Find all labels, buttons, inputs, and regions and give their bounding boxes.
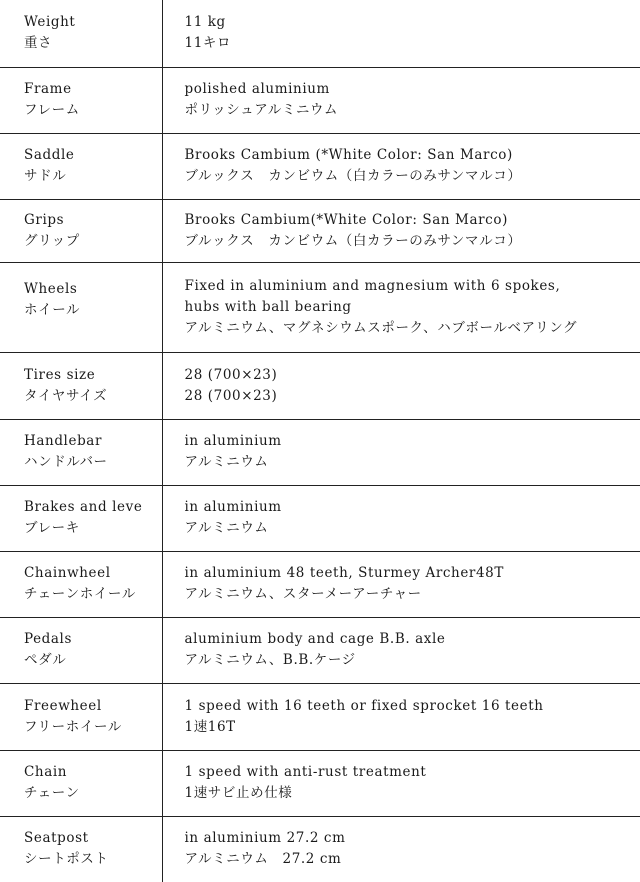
spec-value bbox=[162, 617, 640, 683]
spec-value bbox=[162, 683, 640, 750]
spec-label bbox=[0, 750, 162, 816]
spec-value-line: Fixed in aluminium and magnesium with 6 spokes, bbox=[184, 277, 561, 294]
spec-row-chain bbox=[0, 750, 640, 816]
spec-row-frame bbox=[0, 67, 640, 133]
spec-value bbox=[162, 352, 640, 419]
spec-value bbox=[162, 0, 640, 67]
spec-label-ja: フレーム bbox=[24, 102, 80, 118]
spec-label-en: Seatpost bbox=[24, 830, 89, 847]
spec-value-line: Brooks Cambium (*White Color: San Marco) bbox=[184, 147, 513, 163]
spec-label bbox=[0, 199, 162, 262]
spec-label bbox=[0, 816, 162, 882]
spec-value-line: aluminium body and cage B.B. axle bbox=[184, 631, 446, 647]
spec-label-en: Freewheel bbox=[24, 697, 102, 714]
spec-value-line: 28 (700×23) bbox=[184, 387, 278, 404]
spec-label-ja: シートポスト bbox=[24, 851, 109, 868]
spec-label bbox=[0, 0, 162, 67]
spec-label-ja: ペダル bbox=[24, 652, 67, 668]
spec-label-en: Frame bbox=[24, 81, 72, 97]
spec-value-line: ポリッシュアルミニウム bbox=[184, 102, 339, 118]
spec-value-line: アルミニウム 27.2 cm bbox=[184, 851, 342, 868]
spec-value-line: アルミニウム、B.B.ケージ bbox=[184, 652, 356, 668]
spec-label bbox=[0, 262, 162, 352]
spec-label bbox=[0, 551, 162, 617]
spec-label-ja: チェーンホイール bbox=[24, 586, 136, 602]
spec-label-en: Brakes and leve bbox=[24, 499, 143, 515]
spec-row-saddle bbox=[0, 133, 640, 199]
spec-value-line: Brooks Cambium(*White Color: San Marco) bbox=[184, 211, 508, 228]
spec-value-line: polished aluminium bbox=[184, 81, 330, 97]
spec-value-line: 1速サビ止め仕様 bbox=[184, 785, 293, 801]
spec-row-wheels bbox=[0, 262, 640, 352]
spec-label-en: Grips bbox=[24, 211, 65, 228]
spec-label bbox=[0, 683, 162, 750]
spec-value bbox=[162, 133, 640, 199]
spec-label-en: Tires size bbox=[24, 366, 96, 383]
spec-row-tires bbox=[0, 352, 640, 419]
spec-value-line: 1速16T bbox=[184, 718, 236, 735]
spec-row-seatpost bbox=[0, 816, 640, 882]
spec-value-line: in aluminium 48 teeth, Sturmey Archer48T bbox=[184, 565, 504, 581]
spec-value-line: アルミニウム bbox=[184, 520, 269, 536]
spec-value-line: 11 kg bbox=[184, 14, 226, 31]
spec-label-en: Weight bbox=[24, 14, 76, 31]
spec-label-ja: グリップ bbox=[24, 232, 80, 249]
spec-label bbox=[0, 133, 162, 199]
spec-value-line: 11キロ bbox=[184, 35, 232, 52]
spec-value bbox=[162, 816, 640, 882]
spec-label-ja: サドル bbox=[24, 168, 67, 184]
spec-value bbox=[162, 551, 640, 617]
spec-label bbox=[0, 485, 162, 551]
spec-label bbox=[0, 617, 162, 683]
spec-label bbox=[0, 419, 162, 485]
spec-row-weight bbox=[0, 0, 640, 67]
spec-row-grips bbox=[0, 199, 640, 262]
spec-value-line: アルミニウム、マグネシウムスポーク、ハブボールベアリング bbox=[184, 319, 578, 336]
spec-label bbox=[0, 67, 162, 133]
spec-label-ja: ブレーキ bbox=[24, 520, 80, 536]
spec-label-ja: ホイール bbox=[24, 301, 81, 318]
spec-value-line: ブルックス カンビウム（白カラーのみサンマルコ） bbox=[184, 232, 522, 249]
spec-label-ja: 重さ bbox=[24, 35, 53, 52]
spec-label-ja: チェーン bbox=[24, 785, 80, 801]
spec-value bbox=[162, 485, 640, 551]
spec-row-brakes bbox=[0, 485, 640, 551]
spec-row-pedals bbox=[0, 617, 640, 683]
spec-label-ja: フリーホイール bbox=[24, 718, 122, 735]
spec-value-line: hubs with ball bearing bbox=[184, 298, 352, 315]
spec-value bbox=[162, 262, 640, 352]
spec-label-en: Chainwheel bbox=[24, 565, 111, 581]
spec-row-freewheel bbox=[0, 683, 640, 750]
spec-value-line: in aluminium bbox=[184, 499, 282, 515]
spec-label-en: Handlebar bbox=[24, 433, 103, 449]
spec-value bbox=[162, 750, 640, 816]
spec-value-line: 1 speed with 16 teeth or fixed sprocket 16 teeth bbox=[184, 697, 544, 714]
spec-value-line: アルミニウム bbox=[184, 454, 269, 470]
spec-value-line: 1 speed with anti-rust treatment bbox=[184, 764, 427, 780]
spec-value-line: ブルックス カンビウム（白カラーのみサンマルコ） bbox=[184, 168, 522, 184]
spec-value bbox=[162, 67, 640, 133]
spec-value-line: アルミニウム、スターメーアーチャー bbox=[184, 586, 422, 602]
spec-value-line: in aluminium 27.2 cm bbox=[184, 830, 346, 847]
spec-label-ja: ハンドルバー bbox=[24, 454, 108, 470]
spec-label-en: Wheels bbox=[24, 280, 78, 297]
spec-value-line: 28 (700×23) bbox=[184, 366, 278, 383]
spec-label-en: Pedals bbox=[24, 631, 73, 647]
spec-label-ja: タイヤサイズ bbox=[24, 387, 108, 404]
spec-row-handlebar bbox=[0, 419, 640, 485]
spec-label bbox=[0, 352, 162, 419]
spec-value-line: in aluminium bbox=[184, 433, 282, 449]
spec-label-en: Chain bbox=[24, 764, 68, 780]
spec-label-en: Saddle bbox=[24, 147, 75, 163]
spec-value bbox=[162, 199, 640, 262]
spec-value bbox=[162, 419, 640, 485]
spec-row-chainwheel bbox=[0, 551, 640, 617]
